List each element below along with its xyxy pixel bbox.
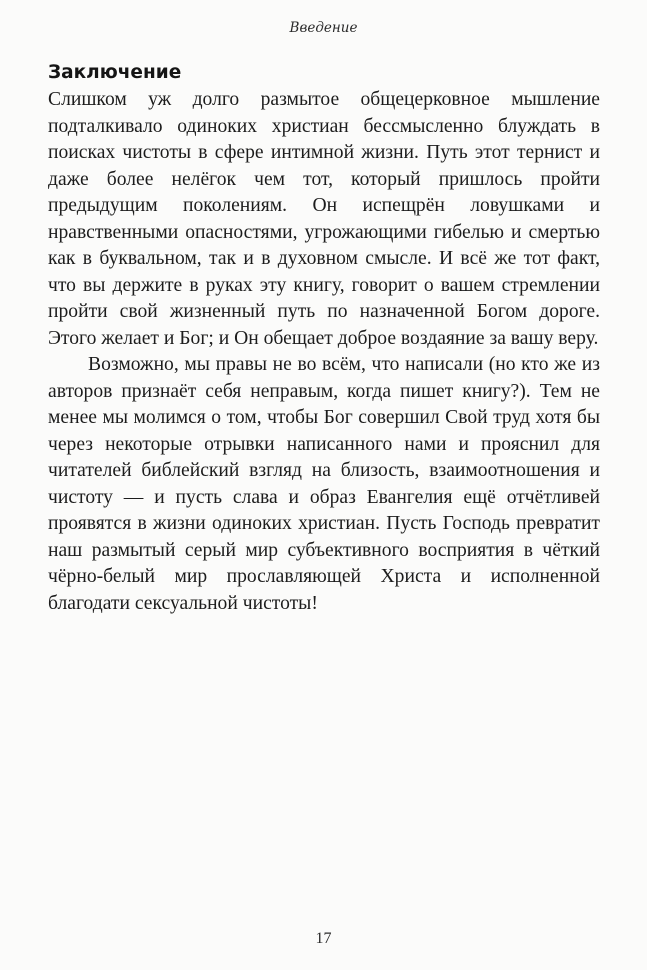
running-head: Введение [289, 20, 358, 36]
page-number: 17 [315, 930, 332, 947]
body-text [48, 87, 600, 617]
paragraph: Возможно, мы правы не во всём, что написали (но кто же из авторов признаёт себя неправым, когда пишет книгу?). Тем не менее мы молимся о том, чтобы Бог совершил Свой труд хотя бы через некоторые отрывки написанного нами и прояснил для читателей библейский взгляд на близость, взаимоотношения и чистоту — и пусть слава и образ Евангелия ещё отчётливей проявятся в жизни одиноких христиан. Пусть Господь превратит наш размытый серый мир субъективного восприятия в чёткий чёрно-белый мир прославляющей Христа и исполненной благодати сексуальной чистоты! [48, 354, 600, 614]
section-title: Заключение [48, 62, 182, 83]
paragraph: Слишком уж долго размытое общецерковное мышление подталкивало одиноких христиан бессмысленно блуждать в поисках чистоты в сфере интимной жизни. Путь этот тернист и даже более нелёгок чем тот, который пришлось пройти предыдущим поколениям. Он испещрён ловушками и нравственными опасностями, угрожающими гибелью и смертью как в буквальном, так и в духовном смысле. И всё же тот факт, что вы держите в руках эту книгу, говорит о вашем стремлении пройти свой жизненный путь по назначенной Богом дороге. Этого желает и Бог; и Он обещает доброе воздаяние за вашу веру. [48, 89, 600, 349]
